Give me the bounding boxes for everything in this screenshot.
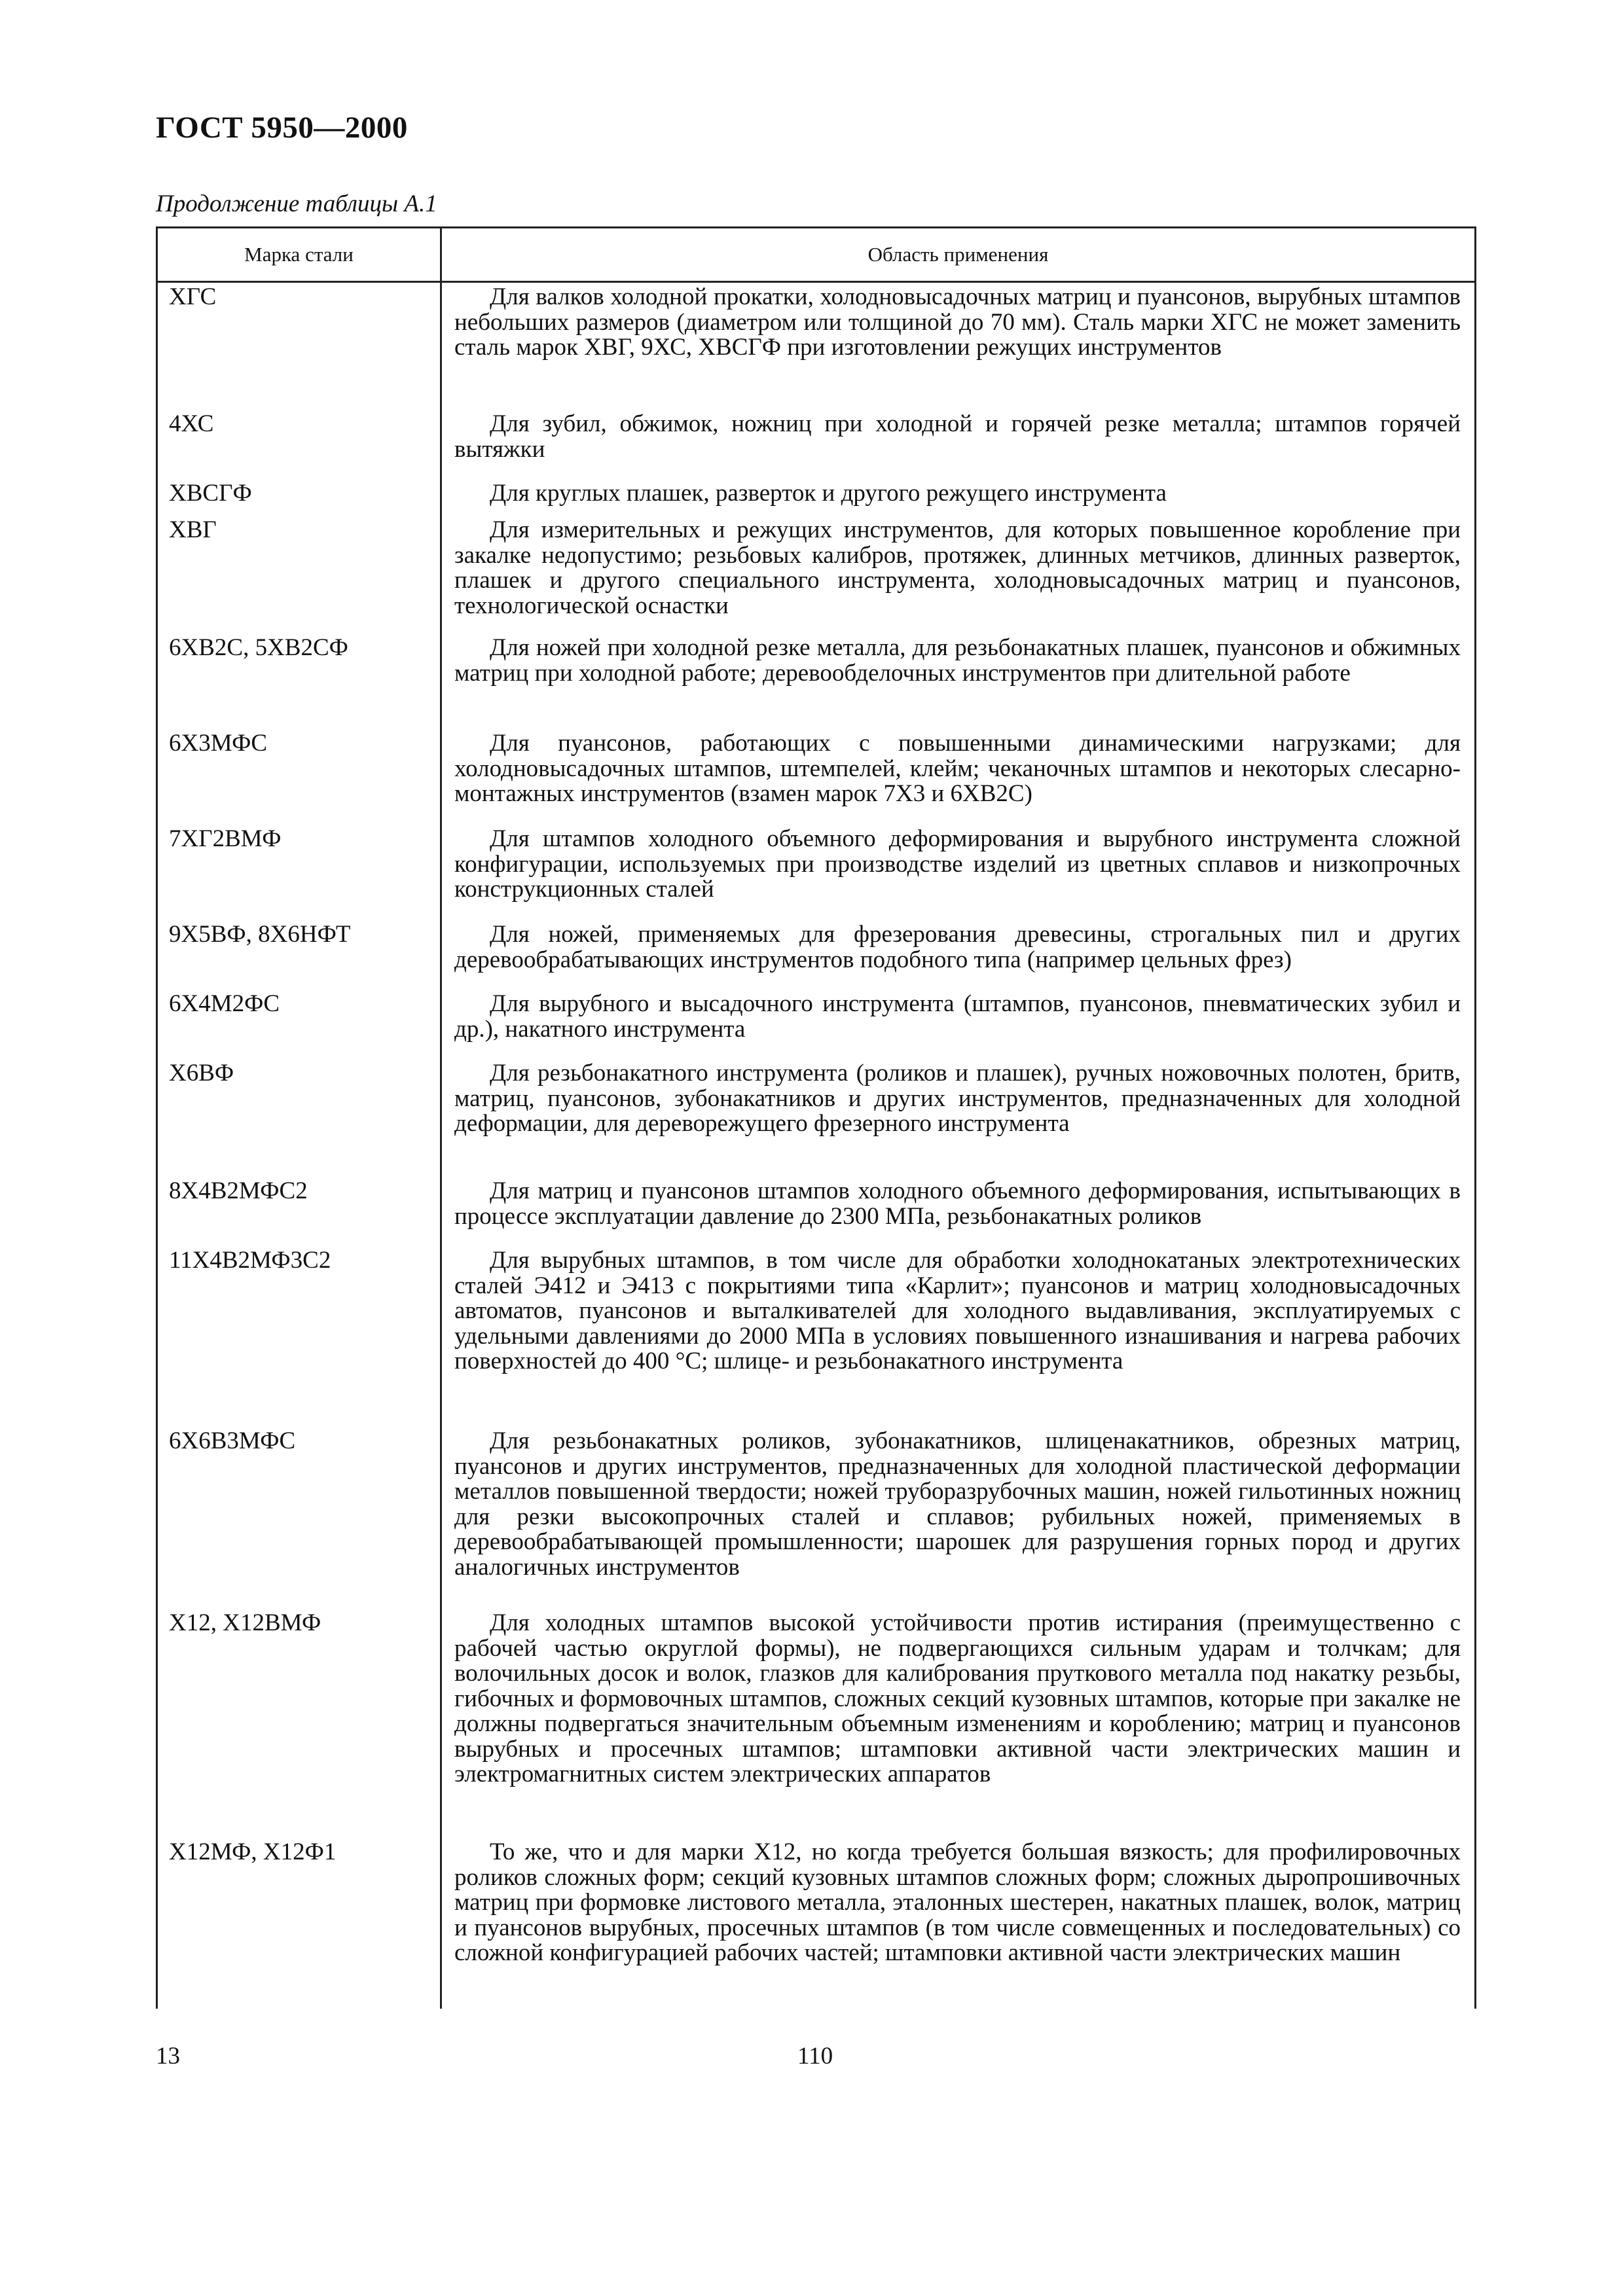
application-text: Для ножей при холодной резке металла, для резьбонакатных плашек, пуансонов и обжимных матриц при холодной работе; деревообделочных инструментов при длительной работе bbox=[454, 634, 1461, 687]
steel-grade: ХВСГФ bbox=[169, 480, 252, 507]
steel-grade: Х6ВФ bbox=[169, 1060, 234, 1086]
document-title: ГОСТ 5950—2000 bbox=[156, 111, 408, 145]
table-row bbox=[158, 1179, 1474, 1248]
steel-grade: 6Х6В3МФС bbox=[169, 1427, 296, 1454]
steel-grade: 4ХС bbox=[169, 410, 214, 437]
table-row bbox=[158, 285, 1474, 412]
table-caption: Продолжение таблицы А.1 bbox=[156, 190, 437, 217]
steel-grade: ХВГ bbox=[169, 516, 217, 543]
table-row bbox=[158, 827, 1474, 922]
steel-grades-table bbox=[156, 226, 1476, 2009]
steel-grade: 6Х4М2ФС bbox=[169, 990, 280, 1017]
table-row bbox=[158, 922, 1474, 992]
steel-grade: 9Х5ВФ, 8Х6НФТ bbox=[169, 921, 351, 948]
application-text: Для резьбонакатного инструмента (роликов и плашек), ручных ножовочных полотен, бритв, матриц, пуансонов, зубонакатников и других инструментов, предназначенных для холодной деформации, для дереворежущего фрезерного инструмента bbox=[454, 1060, 1461, 1137]
steel-grade: 6Х3МФС bbox=[169, 730, 268, 757]
table-row bbox=[158, 1611, 1474, 1840]
table-row bbox=[158, 1840, 1474, 2023]
table-row bbox=[158, 518, 1474, 636]
table-row bbox=[158, 1248, 1474, 1429]
application-text: Для штампов холодного объемного деформирования и вырубного инструмента сложной конфигурации, используемых при производстве изделий из цветных сплавов и низкопрочных конструкционных сталей bbox=[454, 825, 1461, 903]
table-row bbox=[158, 412, 1474, 481]
table-row bbox=[158, 731, 1474, 827]
application-text: Для зубил, обжимок, ножниц при холодной и горячей резке металла; штампов горячей вытяжки bbox=[454, 410, 1461, 463]
table-row bbox=[158, 992, 1474, 1061]
application-text: Для резьбонакатных роликов, зубонакатников, шлиценакатников, обрезных матриц, пуансонов и других инструментов, предназначенных для холодной пластической деформации металлов повышенной твердости; ножей труборазрубочных машин, ножей гильотинных ножниц для резки высокопрочных сталей и сплавов; рубильных ножей, применяемых в деревообрабатывающей промышленности; шарошек для разрушения горных пород и других аналогичных инструментов bbox=[454, 1427, 1461, 1581]
table-body bbox=[158, 285, 1474, 2023]
steel-grade: ХГС bbox=[169, 283, 217, 310]
steel-grade: 6ХВ2С, 5ХВ2СФ bbox=[169, 634, 348, 661]
steel-grade: 7ХГ2ВМФ bbox=[169, 825, 282, 852]
table-row bbox=[158, 1061, 1474, 1179]
table-row bbox=[158, 636, 1474, 731]
application-text: Для пуансонов, работающих с повышенными динамическими нагрузками; для холодновысадочных штампов, штемпелей, клейм; чеканочных штампов и некоторых слесарно-монтажных инструментов (взамен марок 7Х3 и 6ХВ2С) bbox=[454, 730, 1461, 807]
steel-grade: 8Х4В2МФС2 bbox=[169, 1177, 308, 1204]
application-text: Для измерительных и режущих инструментов, для которых повышенное коробление при закалке недопустимо; резьбовых калибров, протяжек, длинных метчиков, длинных разверток, плашек и другого специального инструмента, холодновысадочных матриц и пуансонов, технологической оснастки bbox=[454, 516, 1461, 619]
table-row bbox=[158, 481, 1474, 518]
header-application: Область применения bbox=[867, 243, 1049, 266]
application-text: Для ножей, применяемых для фрезерования древесины, строгальных пил и других деревообрабатывающих инструментов подобного типа (например цельных фрез) bbox=[454, 921, 1461, 973]
application-text: Для вырубных штампов, в том числе для обработки холоднокатаных электротехнических сталей Э412 и Э413 с покрытиями типа «Карлит»; пуансонов и матриц холодновысадочных автоматов, пуансонов и выталкивателей для холодного выдавливания, эксплуатируемых с удельными давлениями до 2000 МПа в условиях повышенного изнашивания и нагрева рабочих поверхностей до 400 °С; шлице- и резьбонакатного инструмента bbox=[454, 1247, 1461, 1374]
table-header-row bbox=[158, 228, 1474, 283]
table-row bbox=[158, 1429, 1474, 1611]
header-grade: Марка стали bbox=[244, 243, 354, 266]
application-text: То же, что и для марки Х12, но когда требуется большая вязкость; для профилировочных роликов сложных форм; секций кузовных штампов сложных форм; сложных дыропрошивочных матриц при формовке листового металла, эталонных шестерен, накатных плашек, волок, матриц и пуансонов вырубных, просечных штампов (в том числе совмещенных и последовательных) со сложной конфигурацией рабочих частей; штамповки активной части электрических машин bbox=[454, 1839, 1461, 1966]
steel-grade: Х12, Х12ВМФ bbox=[169, 1609, 321, 1636]
application-text: Для валков холодной прокатки, холодновысадочных матриц и пуансонов, вырубных штампов небольших размеров (диаметром или толщиной до 70 мм). Сталь марки ХГС не может заменить сталь марок ХВГ, 9ХС, ХВСГФ при изготовлении режущих инструментов bbox=[454, 283, 1461, 361]
page-number-left: 13 bbox=[156, 2043, 180, 2070]
steel-grade: Х12МФ, Х12Ф1 bbox=[169, 1839, 337, 1865]
application-text: Для круглых плашек, разверток и другого режущего инструмента bbox=[490, 480, 1167, 507]
application-text: Для вырубного и высадочного инструмента (штампов, пуансонов, пневматических зубил и др.), накатного инструмента bbox=[454, 990, 1461, 1043]
application-text: Для матриц и пуансонов штампов холодного объемного деформирования, испытывающих в процессе эксплуатации давление до 2300 МПа, резьбонакатных роликов bbox=[454, 1177, 1461, 1230]
page-number-center: 110 bbox=[797, 2043, 833, 2070]
steel-grade: 11Х4В2МФ3С2 bbox=[169, 1247, 331, 1274]
application-text: Для холодных штампов высокой устойчивости против истирания (преимущественно с рабочей частью округлой формы), не подвергающихся сильным ударам и толчкам; для волочильных досок и волок, глазков для калибрования пруткового металла под накатку резьбы, гибочных и формовочных штампов, сложных секций кузовных штампов, которые при закалке не должны подвергаться значительным объемным изменениям и короблению; матриц и пуансонов вырубных и просечных штампов; штамповки активной части электрических машин и электромагнитных систем электрических аппаратов bbox=[454, 1609, 1461, 1787]
